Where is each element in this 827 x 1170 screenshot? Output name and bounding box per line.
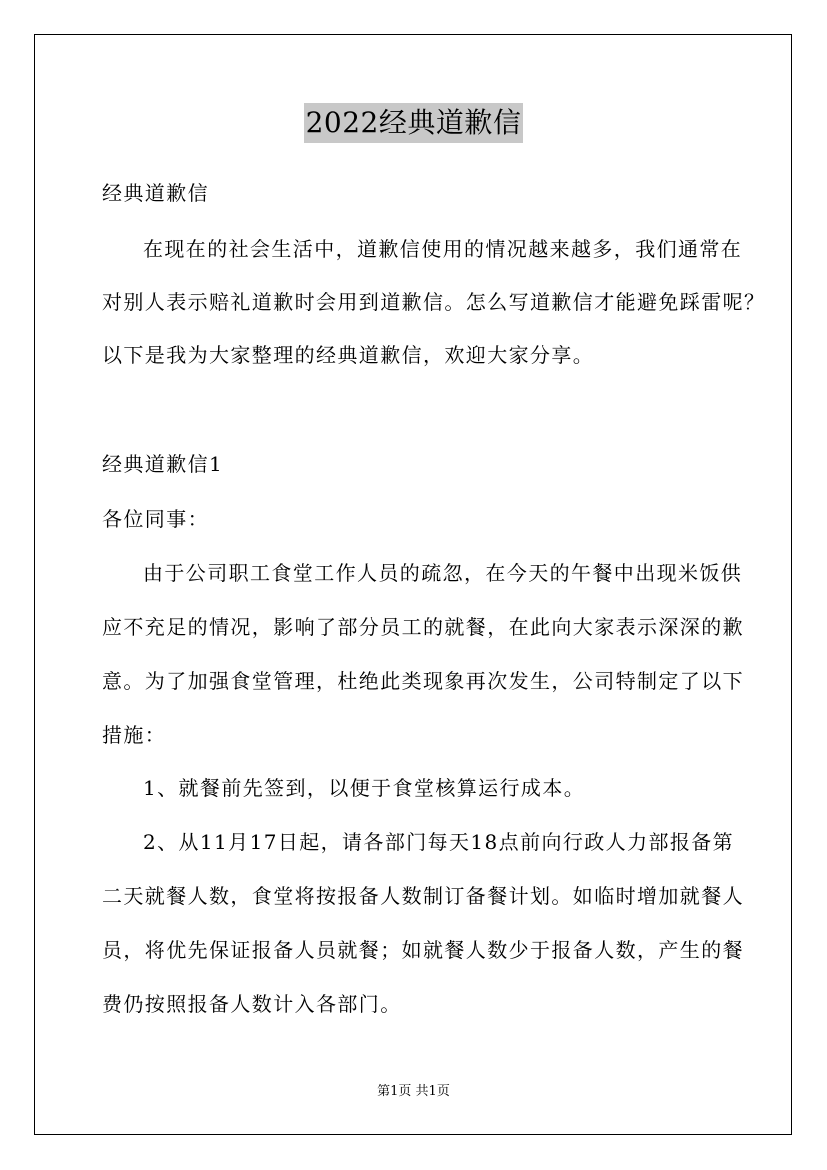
list-item: 2、从11月17日起，请各部门每天18点前向行政人力部报备第 (143, 830, 735, 854)
paragraph-line: 在现在的社会生活中，道歉信使用的情况越来越多，我们通常在 (143, 237, 743, 261)
paragraph-line: 员，将优先保证报备人员就餐；如就餐人数少于报备人数，产生的餐 (102, 938, 744, 962)
paragraph-line: 应不充足的情况，影响了部分员工的就餐，在此向大家表示深深的歉 (102, 615, 744, 639)
paragraph-line: 费仍按照报备人数计入各部门。 (102, 992, 402, 1016)
list-item: 1、就餐前先签到，以便于食堂核算运行成本。 (143, 776, 586, 800)
salutation: 各位同事： (102, 507, 209, 531)
paragraph-line: 由于公司职工食堂工作人员的疏忽，在今天的午餐中出现米饭供 (143, 561, 743, 585)
page-footer: 第1页 共1页 (377, 1084, 450, 1099)
document-title: 2022经典道歉信 (304, 103, 524, 143)
section-heading: 经典道歉信 (102, 181, 209, 205)
title-container (0, 103, 827, 143)
paragraph-line: 对别人表示赔礼道歉时会用到道歉信。怎么写道歉信才能避免踩雷呢？ (102, 290, 766, 314)
section-heading: 经典道歉信1 (102, 452, 224, 476)
paragraph-line: 措施： (102, 723, 167, 747)
paragraph-line: 以下是我为大家整理的经典道歉信，欢迎大家分享。 (102, 343, 595, 367)
paragraph-line: 二天就餐人数，食堂将按报备人数制订备餐计划。如临时增加就餐人 (102, 884, 744, 908)
paragraph-line: 意。为了加强食堂管理，杜绝此类现象再次发生，公司特制定了以下 (102, 669, 744, 693)
